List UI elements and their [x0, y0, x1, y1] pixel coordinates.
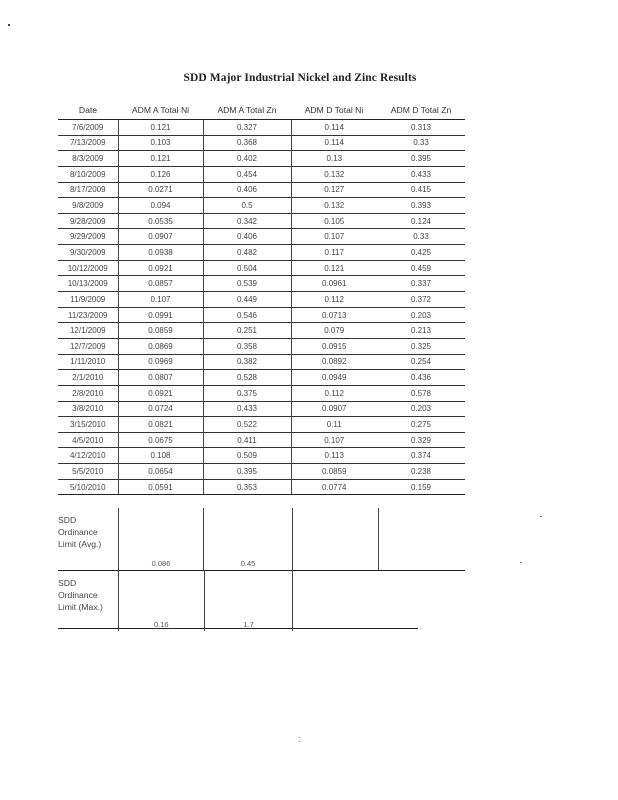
date-cell: 9/8/2009 [58, 198, 118, 214]
date-cell: 12/7/2009 [58, 338, 118, 354]
adm-a-ni-cell: 0.107 [118, 292, 203, 308]
adm-d-zn-cell: 0.124 [377, 213, 465, 229]
adm-a-ni-cell: 0.121 [118, 151, 203, 167]
page-title: SDD Major Industrial Nickel and Zinc Results [183, 72, 417, 84]
adm-d-ni-cell: 0.114 [291, 120, 377, 136]
scan-speck [540, 516, 542, 517]
date-cell: 9/29/2009 [58, 229, 118, 245]
col-header-adm-a-ni: ADM A Total Ni [118, 100, 203, 120]
adm-d-zn-cell: 0.329 [377, 432, 465, 448]
adm-d-ni-cell: 0.0915 [291, 338, 377, 354]
table-row [58, 432, 465, 448]
adm-d-zn-cell: 0.436 [377, 370, 465, 386]
table-row [58, 354, 465, 370]
adm-a-ni-cell: 0.0921 [118, 385, 203, 401]
adm-d-ni-cell: 0.0949 [291, 370, 377, 386]
adm-a-zn-cell: 0.546 [203, 307, 291, 323]
adm-a-ni-cell: 0.0969 [118, 354, 203, 370]
adm-d-zn-cell: 0.578 [377, 385, 465, 401]
date-cell: 8/10/2009 [58, 166, 118, 182]
adm-a-zn-cell: 0.251 [203, 323, 291, 339]
adm-d-zn-cell: 0.159 [377, 479, 465, 495]
adm-a-ni-cell: 0.0535 [118, 213, 203, 229]
adm-a-zn-cell: 0.449 [203, 292, 291, 308]
col-header-adm-d-ni: ADM D Total Ni [291, 100, 377, 120]
adm-a-zn-cell: 0.522 [203, 417, 291, 433]
adm-d-ni-cell: 0.127 [291, 182, 377, 198]
adm-d-ni-cell: 0.13 [291, 151, 377, 167]
date-cell: 5/10/2010 [58, 479, 118, 495]
adm-a-ni-cell: 0.0857 [118, 276, 203, 292]
results-body [58, 120, 465, 495]
adm-d-ni-cell: 0.112 [291, 292, 377, 308]
adm-a-ni-cell: 0.0654 [118, 464, 203, 480]
limit-avg-a-ni: 0.086 [119, 508, 205, 570]
adm-a-ni-cell: 0.103 [118, 135, 203, 151]
adm-a-ni-cell: 0.0921 [118, 260, 203, 276]
col-header-adm-a-zn: ADM A Total Zn [203, 100, 291, 120]
header-row [58, 100, 465, 120]
adm-d-ni-cell: 0.11 [291, 417, 377, 433]
adm-a-zn-cell: 0.411 [203, 432, 291, 448]
adm-a-ni-cell: 0.0724 [118, 401, 203, 417]
date-cell: 1/11/2010 [58, 354, 118, 370]
adm-d-zn-cell: 0.395 [377, 151, 465, 167]
adm-d-ni-cell: 0.112 [291, 385, 377, 401]
date-cell: 9/28/2009 [58, 213, 118, 229]
adm-a-ni-cell: 0.0271 [118, 182, 203, 198]
adm-d-ni-cell: 0.0859 [291, 464, 377, 480]
adm-d-ni-cell: 0.107 [291, 432, 377, 448]
table-row [58, 135, 465, 151]
adm-d-ni-cell: 0.117 [291, 245, 377, 261]
date-cell: 3/15/2010 [58, 417, 118, 433]
adm-d-zn-cell: 0.415 [377, 182, 465, 198]
adm-a-zn-cell: 0.368 [203, 135, 291, 151]
adm-d-ni-cell: 0.0907 [291, 401, 377, 417]
col-header-adm-d-zn: ADM D Total Zn [377, 100, 465, 120]
table-row [58, 213, 465, 229]
limit-max-a-zn: 1.7 [205, 571, 294, 631]
limit-max-a-ni: 0.16 [119, 571, 205, 631]
table-row [58, 182, 465, 198]
adm-a-ni-cell: 0.0869 [118, 338, 203, 354]
adm-d-ni-cell: 0.105 [291, 213, 377, 229]
date-cell: 2/1/2010 [58, 370, 118, 386]
adm-d-zn-cell: 0.238 [377, 464, 465, 480]
date-cell: 8/3/2009 [58, 151, 118, 167]
adm-d-ni-cell: 0.121 [291, 260, 377, 276]
adm-d-zn-cell: 0.254 [377, 354, 465, 370]
adm-d-zn-cell: 0.337 [377, 276, 465, 292]
adm-a-ni-cell: 0.0591 [118, 479, 203, 495]
adm-d-zn-cell: 0.33 [377, 229, 465, 245]
adm-a-zn-cell: 0.504 [203, 260, 291, 276]
adm-d-ni-cell: 0.0961 [291, 276, 377, 292]
adm-a-zn-cell: 0.406 [203, 229, 291, 245]
adm-d-zn-cell: 0.372 [377, 292, 465, 308]
table-row [58, 464, 465, 480]
adm-a-ni-cell: 0.0859 [118, 323, 203, 339]
date-cell: 9/30/2009 [58, 245, 118, 261]
table-row [58, 198, 465, 214]
adm-d-ni-cell: 0.0713 [291, 307, 377, 323]
date-cell: 5/5/2010 [58, 464, 118, 480]
adm-a-zn-cell: 0.509 [203, 448, 291, 464]
adm-a-ni-cell: 0.126 [118, 166, 203, 182]
adm-a-ni-cell: 0.0938 [118, 245, 203, 261]
adm-d-ni-cell: 0.079 [291, 323, 377, 339]
adm-d-ni-cell: 0.132 [291, 166, 377, 182]
adm-d-zn-cell: 0.374 [377, 448, 465, 464]
table-row [58, 120, 465, 136]
adm-a-ni-cell: 0.121 [118, 120, 203, 136]
adm-d-zn-cell: 0.213 [377, 323, 465, 339]
limit-max-d-ni-empty [293, 571, 379, 631]
adm-d-zn-cell: 0.275 [377, 417, 465, 433]
adm-a-ni-cell: 0.094 [118, 198, 203, 214]
adm-a-zn-cell: 0.539 [203, 276, 291, 292]
adm-d-zn-cell: 0.203 [377, 307, 465, 323]
adm-a-ni-cell: 0.108 [118, 448, 203, 464]
adm-d-zn-cell: 0.459 [377, 260, 465, 276]
adm-a-zn-cell: 0.353 [203, 479, 291, 495]
table-row [58, 401, 465, 417]
table-row [58, 245, 465, 261]
date-cell: 7/13/2009 [58, 135, 118, 151]
adm-d-zn-cell: 0.325 [377, 338, 465, 354]
adm-d-ni-cell: 0.107 [291, 229, 377, 245]
date-cell: 4/12/2010 [58, 448, 118, 464]
limit-max-d-zn-empty [379, 571, 465, 631]
adm-a-zn-cell: 0.342 [203, 213, 291, 229]
table-row [58, 166, 465, 182]
limit-max-label: SDD Ordinance Limit (Max.) [58, 571, 119, 631]
adm-d-ni-cell: 0.114 [291, 135, 377, 151]
scan-speck [520, 562, 522, 563]
table-row [58, 479, 465, 495]
adm-d-ni-cell: 0.0774 [291, 479, 377, 495]
date-cell: 4/5/2010 [58, 432, 118, 448]
adm-a-ni-cell: 0.0821 [118, 417, 203, 433]
adm-a-ni-cell: 0.0991 [118, 307, 203, 323]
adm-a-zn-cell: 0.454 [203, 166, 291, 182]
ordinance-limits [58, 508, 465, 631]
date-cell: 8/17/2009 [58, 182, 118, 198]
page-mark: : [298, 734, 301, 744]
table-row [58, 292, 465, 308]
date-cell: 3/8/2010 [58, 401, 118, 417]
date-cell: 11/23/2009 [58, 307, 118, 323]
adm-d-zn-cell: 0.433 [377, 166, 465, 182]
adm-d-zn-cell: 0.203 [377, 401, 465, 417]
date-cell: 7/6/2009 [58, 120, 118, 136]
table-row [58, 260, 465, 276]
adm-a-zn-cell: 0.382 [203, 354, 291, 370]
date-cell: 10/13/2009 [58, 276, 118, 292]
table-row [58, 229, 465, 245]
limit-avg-d-ni-empty [293, 508, 380, 570]
adm-d-ni-cell: 0.0892 [291, 354, 377, 370]
adm-d-zn-cell: 0.393 [377, 198, 465, 214]
limit-row-max [58, 571, 465, 631]
adm-d-zn-cell: 0.33 [377, 135, 465, 151]
adm-a-zn-cell: 0.406 [203, 182, 291, 198]
scan-speck [8, 24, 10, 26]
adm-d-zn-cell: 0.313 [377, 120, 465, 136]
table-row [58, 370, 465, 386]
adm-a-zn-cell: 0.395 [203, 464, 291, 480]
table-row [58, 307, 465, 323]
limit-avg-a-zn: 0.45 [204, 508, 293, 570]
adm-a-zn-cell: 0.433 [203, 401, 291, 417]
table-row [58, 151, 465, 167]
adm-a-ni-cell: 0.0807 [118, 370, 203, 386]
adm-a-zn-cell: 0.528 [203, 370, 291, 386]
table-row [58, 448, 465, 464]
adm-a-ni-cell: 0.0907 [118, 229, 203, 245]
table-row [58, 385, 465, 401]
col-header-date: Date [58, 100, 118, 120]
table-row [58, 417, 465, 433]
adm-a-zn-cell: 0.482 [203, 245, 291, 261]
date-cell: 10/12/2009 [58, 260, 118, 276]
limit-avg-d-zn-empty [379, 508, 465, 570]
adm-a-zn-cell: 0.5 [203, 198, 291, 214]
date-cell: 11/9/2009 [58, 292, 118, 308]
date-cell: 2/8/2010 [58, 385, 118, 401]
limit-row-avg [58, 508, 465, 571]
adm-a-zn-cell: 0.375 [203, 385, 291, 401]
adm-d-ni-cell: 0.113 [291, 448, 377, 464]
adm-a-zn-cell: 0.358 [203, 338, 291, 354]
table-row [58, 323, 465, 339]
limit-bottom-rule [58, 628, 418, 629]
table-row [58, 276, 465, 292]
adm-a-ni-cell: 0.0675 [118, 432, 203, 448]
table-row [58, 338, 465, 354]
limit-avg-label: SDD Ordinance Limit (Avg.) [58, 508, 119, 570]
adm-a-zn-cell: 0.402 [203, 151, 291, 167]
date-cell: 12/1/2009 [58, 323, 118, 339]
results-table [58, 100, 465, 495]
adm-d-ni-cell: 0.132 [291, 198, 377, 214]
adm-d-zn-cell: 0.425 [377, 245, 465, 261]
adm-a-zn-cell: 0.327 [203, 120, 291, 136]
